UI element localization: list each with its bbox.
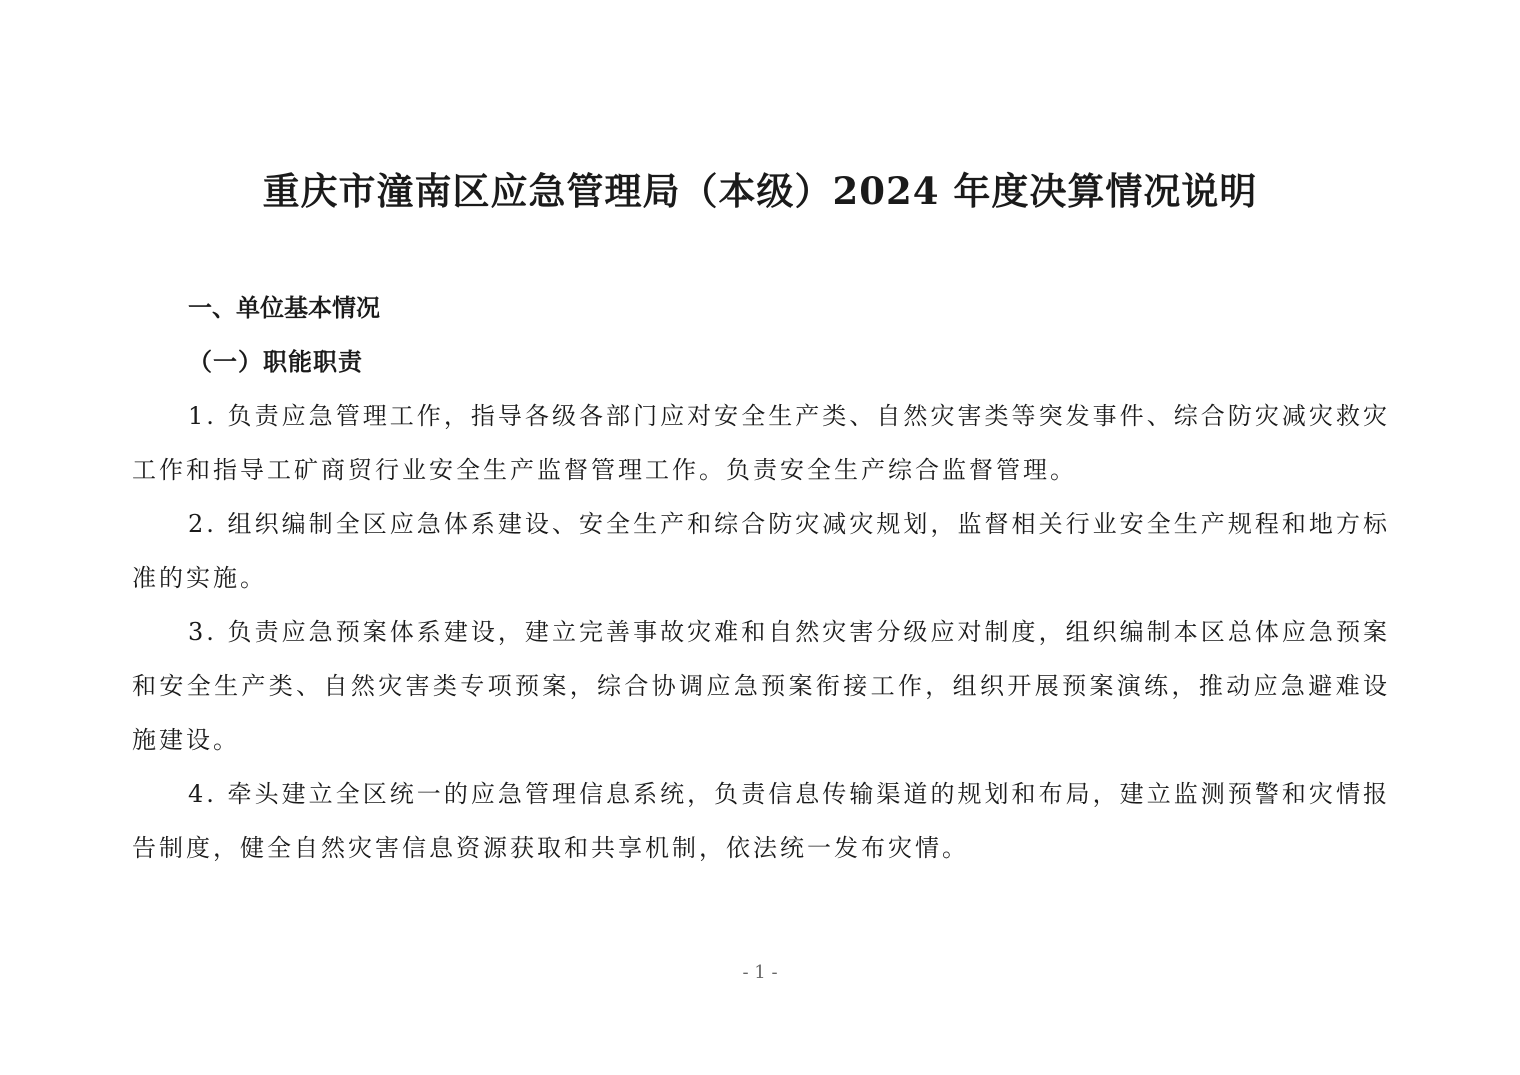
document-body bbox=[132, 281, 1390, 875]
subsection-heading: （一）职能职责 bbox=[188, 347, 363, 376]
page-number: - 1 - bbox=[742, 962, 778, 983]
document-title: 重庆市潼南区应急管理局（本级）2024 年度决算情况说明 bbox=[262, 169, 1258, 213]
section-heading: 一、单位基本情况 bbox=[188, 294, 380, 322]
paragraph-2: 2. 组织编制全区应急体系建设、安全生产和综合防灾减灾规划，监督相关行业安全生产规程和地方标准的实施。 bbox=[132, 510, 1390, 592]
paragraph-3: 3. 负责应急预案体系建设，建立完善事故灾难和自然灾害分级应对制度，组织编制本区总体应急预案和安全生产类、自然灾害类专项预案，综合协调应急预案衔接工作，组织开展预案演练，推动应急避难设施建设。 bbox=[132, 618, 1390, 754]
paragraph-4: 4. 牵头建立全区统一的应急管理信息系统，负责信息传输渠道的规划和布局，建立监测预警和灾情报告制度，健全自然灾害信息资源获取和共享机制，依法统一发布灾情。 bbox=[132, 780, 1390, 862]
paragraph-1: 1. 负责应急管理工作，指导各级各部门应对安全生产类、自然灾害类等突发事件、综合防灾减灾救灾工作和指导工矿商贸行业安全生产监督管理工作。负责安全生产综合监督管理。 bbox=[132, 402, 1390, 484]
